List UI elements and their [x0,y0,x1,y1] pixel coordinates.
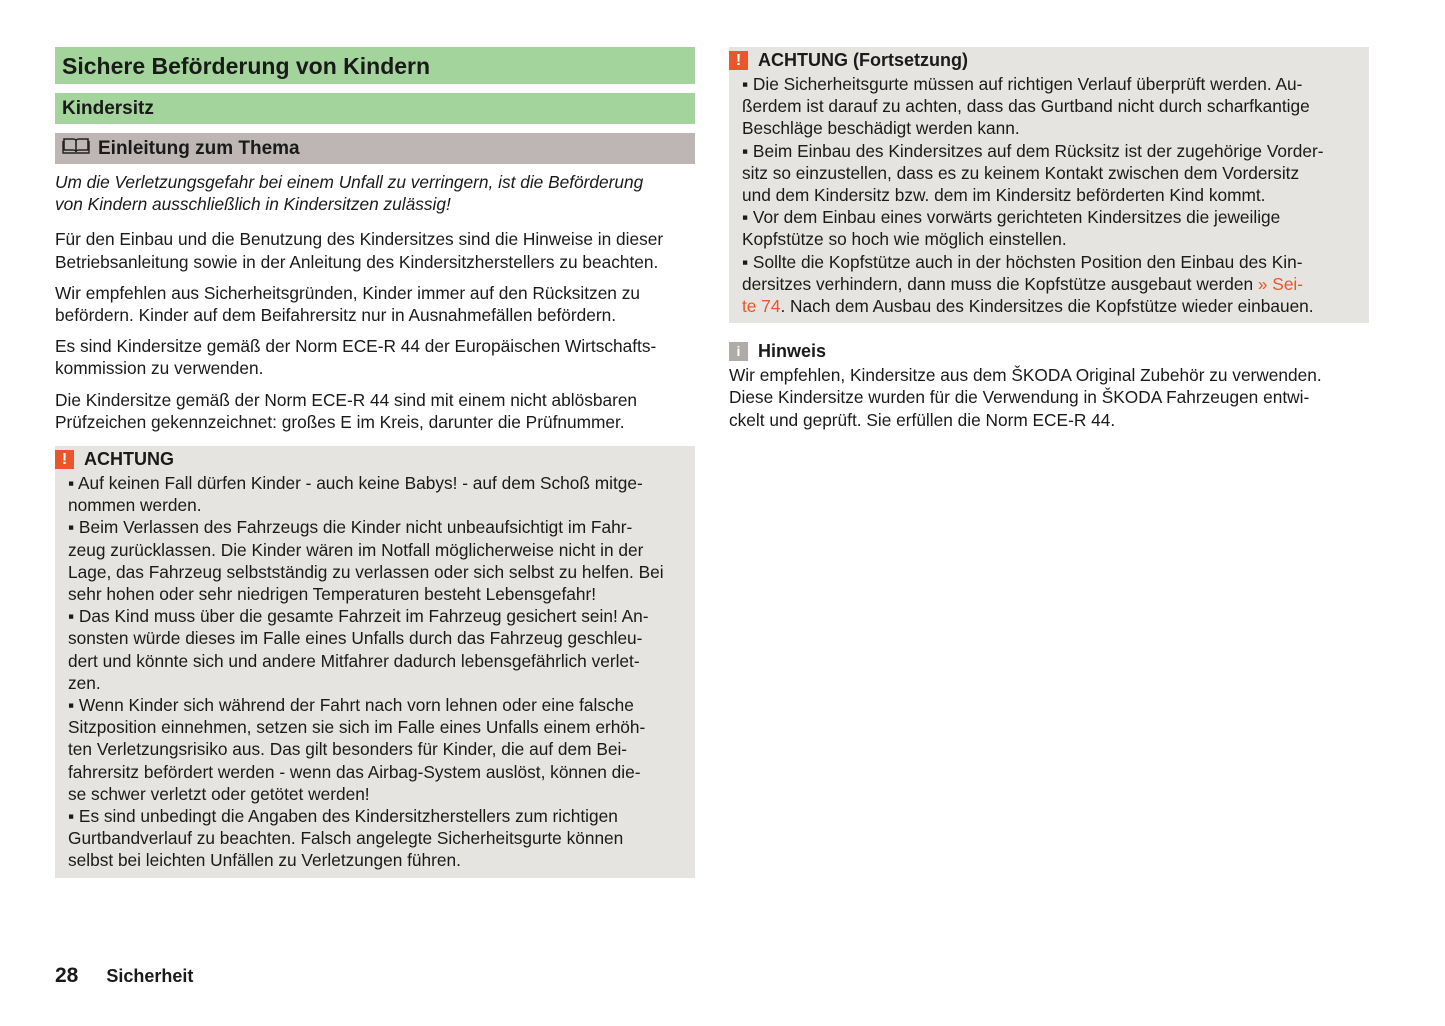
text-line: Diese Kindersitze wurden für die Verwendung in ŠKODA Fahrzeugen entwi- [729,387,1310,408]
warning-title: ACHTUNG [84,448,174,469]
text-line: zen. [68,672,101,693]
text-line: ▪ Auf keinen Fall dürfen Kinder - auch keine Babys! - auf dem Schoß mitge- [68,473,643,494]
footer-section: Sicherheit [106,966,194,986]
text-line: Beschläge beschädigt werden kann. [742,118,1020,139]
intro-text [55,171,695,215]
paragraph [55,389,695,433]
text-line: Wir empfehlen aus Sicherheitsgründen, Kinder immer auf den Rücksitzen zu [55,282,640,303]
warning-continued-box [729,47,1369,323]
text-line: ▪ Sollte die Kopfstütze auch in der höchsten Position den Einbau des Kin- [742,251,1303,272]
warning-title: ACHTUNG (Fortsetzung) [758,49,968,70]
text-line: ▪ Wenn Kinder sich während der Fahrt nach vorn lehnen oder eine falsche [68,695,634,716]
intro-heading [55,133,695,164]
text-line: kommission zu verwenden. [55,358,264,379]
right-column [729,47,1369,431]
text-line: ▪ Beim Einbau des Kindersitzes auf dem Rücksitz ist der zugehörige Vorder- [742,140,1324,161]
text-line: ßerdem ist darauf zu achten, dass das Gurtband nicht durch scharfkantige [742,96,1310,117]
paragraph [55,282,695,326]
text-line: Die Kindersitze gemäß der Norm ECE-R 44 sind mit einem nicht ablösbaren [55,389,638,410]
text-line: Kopfstütze so hoch wie möglich einstellen. [742,229,1067,250]
text-line: nommen werden. [68,495,202,516]
note-text [729,364,1369,431]
text-line: ▪ Die Sicherheitsgurte müssen auf richtigen Verlauf überprüft werden. Au- [742,74,1303,94]
warning-icon: ! [55,450,74,469]
text-line: sitz so einzustellen, dass es zu keinem Kontakt zwischen dem Vordersitz [742,162,1300,183]
intro-heading-label: Einleitung zum Thema [98,137,300,159]
text-segment: dersitzes verhindern, dann muss die Kopfstütze ausgebaut werden [742,273,1258,294]
text-line: Prüfzeichen gekennzeichnet: großes E im Kreis, darunter die Prüfnummer. [55,411,625,432]
text-line: zeug zurücklassen. Die Kinder wären im Notfall möglicherweise nicht in der [68,539,644,560]
text-line [742,295,1369,317]
warning-header [55,448,695,470]
text-line: ▪ Das Kind muss über die gesamte Fahrzeit im Fahrzeug gesichert sein! An- [68,606,649,627]
warning-icon: ! [729,51,748,70]
text-line: ckelt und geprüft. Sie erfüllen die Norm ECE-R 44. [729,409,1116,430]
warning-text [742,73,1369,273]
note-header [729,340,1369,362]
text-line [742,273,1369,295]
text-line: Wir empfehlen, Kindersitze aus dem ŠKODA Original Zubehör zu verwenden. [729,365,1322,386]
text-line: von Kindern ausschließlich in Kindersitzen zulässig! [55,194,451,215]
text-line: befördern. Kinder auf dem Beifahrersitz nur in Ausnahmefällen befördern. [55,305,617,326]
text-line: ▪ Vor dem Einbau eines vorwärts gerichteten Kindersitzes die jeweilige [742,207,1281,228]
note-title: Hinweis [758,340,827,361]
page-link[interactable]: te 74 [742,296,781,317]
warning-text [68,472,695,872]
page-link[interactable]: » Sei- [1257,273,1304,294]
page-number: 28 [55,964,79,987]
text-line: se schwer verletzt oder getötet werden! [68,783,370,804]
book-icon [62,133,90,165]
warning-header [729,49,1369,71]
text-segment: . Nach dem Ausbau des Kindersitzes die Kopfstütze wieder einbauen. [780,296,1314,317]
note-box [729,340,1369,431]
paragraph [55,335,695,379]
body-paragraphs [55,228,695,433]
info-icon: i [729,342,748,361]
text-line: und dem Kindersitz bzw. dem im Kindersitz beförderten Kind kommt. [742,185,1266,206]
text-line: ten Verletzungsrisiko aus. Das gilt besonders für Kinder, die auf dem Bei- [68,739,628,760]
text-line: Für den Einbau und die Benutzung des Kindersitzes sind die Hinweise in dieser [55,229,664,250]
text-line: Gurtbandverlauf zu beachten. Falsch angelegte Sicherheitsgurte können [68,828,624,849]
text-line: Sitzposition einnehmen, setzen sie sich im Falle eines Unfalls einem erhöh- [68,717,646,738]
text-line: sehr hohen oder sehr niedrigen Temperaturen besteht Lebensgefahr! [68,584,597,605]
text-line: selbst bei leichten Unfällen zu Verletzungen führen. [68,850,461,871]
text-line: Es sind Kindersitze gemäß der Norm ECE-R 44 der Europäischen Wirtschafts- [55,336,657,357]
section-title: Sichere Beförderung von Kindern [55,47,695,84]
text-line: ▪ Beim Verlassen des Fahrzeugs die Kinder nicht unbeaufsichtigt im Fahr- [68,517,633,538]
text-line: sonsten würde dieses im Falle eines Unfalls durch das Fahrzeug geschleu- [68,628,643,649]
page-footer [55,964,193,988]
text-line: fahrersitz befördert werden - wenn das Airbag-System auslöst, können die- [68,761,641,782]
warning-box [55,446,695,878]
paragraph [55,228,695,272]
text-line: Um die Verletzungsgefahr bei einem Unfall zu verringern, ist die Beförderung [55,172,644,192]
text-line: Betriebsanleitung sowie in der Anleitung des Kindersitzherstellers zu beachten. [55,251,659,272]
left-column [55,47,695,878]
text-line: dert und könnte sich und andere Mitfahrer dadurch lebensgefährlich verlet- [68,650,640,671]
subsection-title: Kindersitz [55,93,695,124]
text-line: ▪ Es sind unbedingt die Angaben des Kindersitzherstellers zum richtigen [68,806,618,827]
text-line: Lage, das Fahrzeug selbstständig zu verlassen oder sich selbst zu helfen. Bei [68,561,664,582]
